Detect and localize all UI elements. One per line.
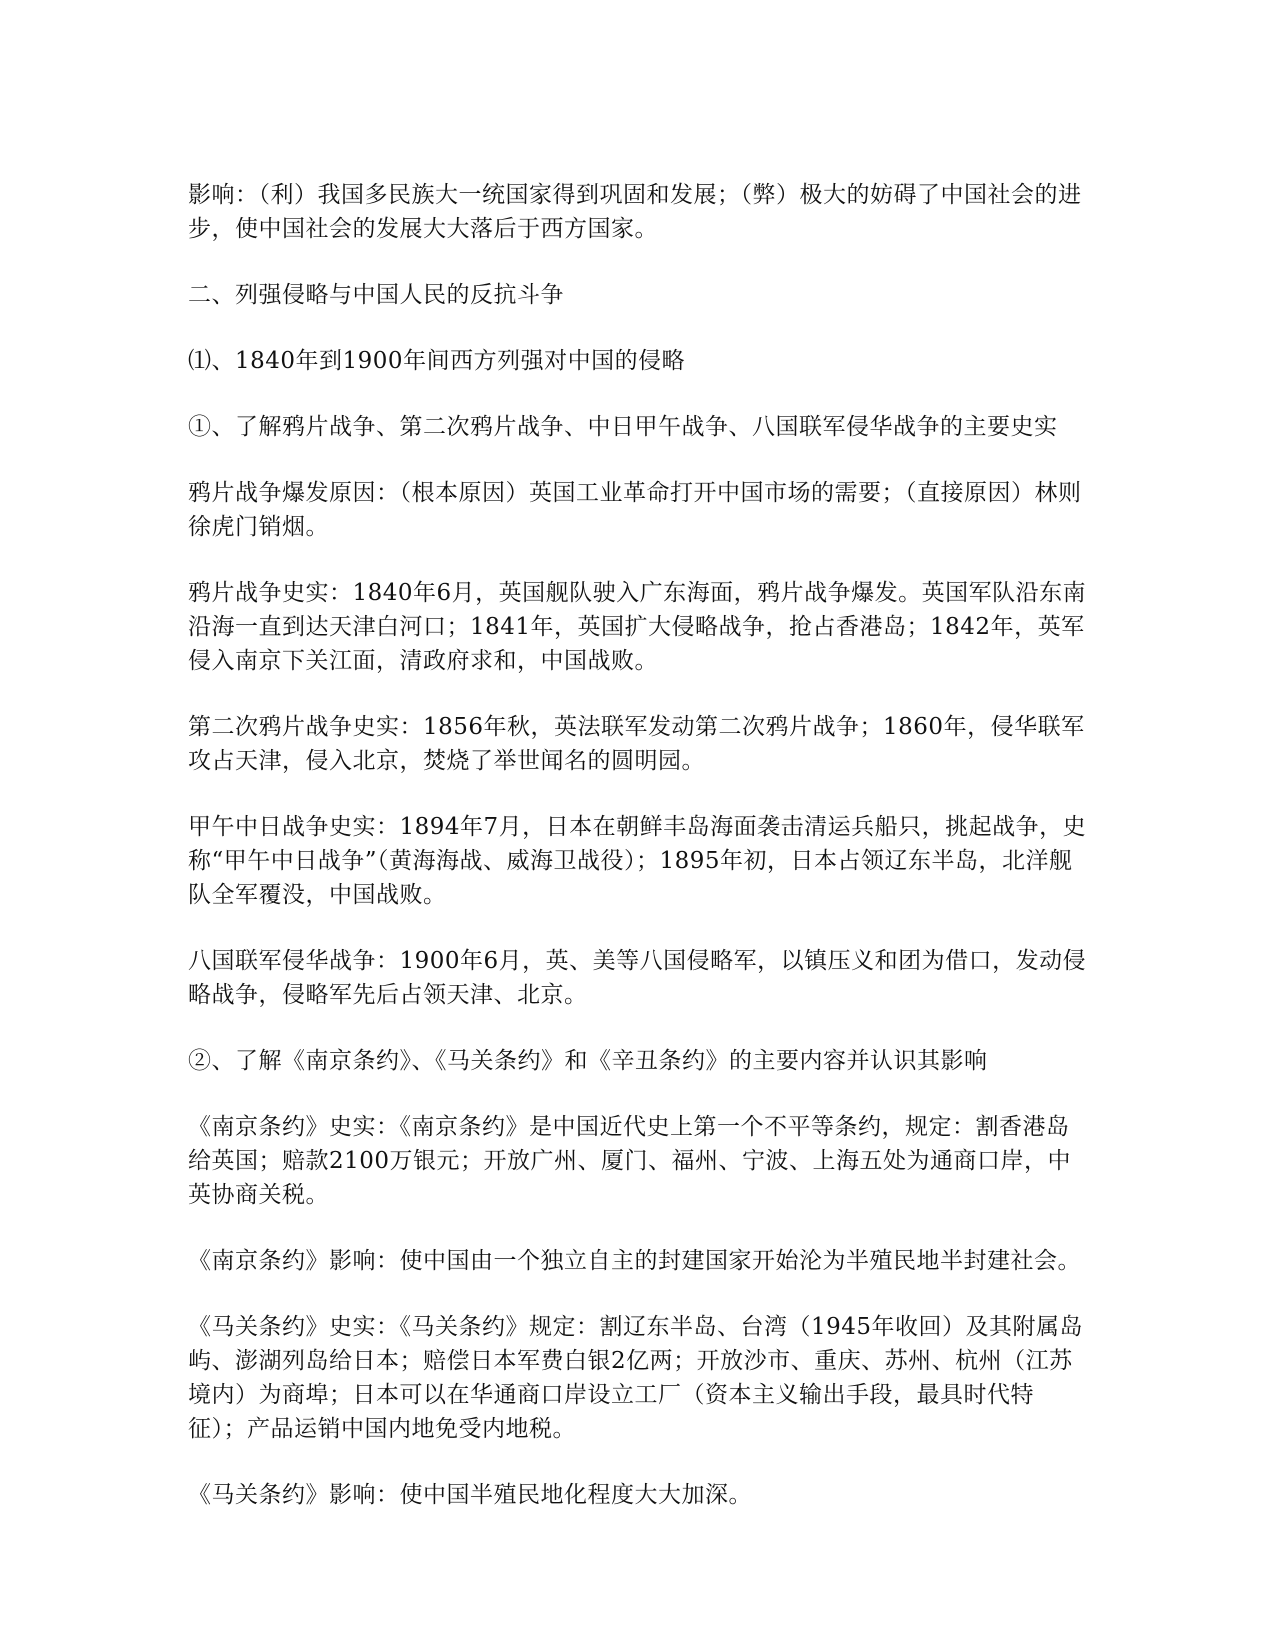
document-body xyxy=(188,178,1088,1544)
paragraph-nanjing-treaty-facts: 《南京条约》史实：《南京条约》是中国近代史上第一个不平等条约，规定：割香港岛给英国；赔款2100万银元；开放广州、厦门、福州、宁波、上海五处为通商口岸，中英协商关税。 xyxy=(188,1114,1072,1208)
section-heading: 二、列强侵略与中国人民的反抗斗争 xyxy=(188,282,564,308)
paragraph-nanjing-treaty-impact: 《南京条约》影响：使中国由一个独立自主的封建国家开始沦为半殖民地半封建社会。 xyxy=(188,1248,1081,1274)
paragraph-second-opium-war: 第二次鸦片战争史实：1856年秋，英法联军发动第二次鸦片战争；1860年，侵华联军攻占天津，侵入北京，焚烧了举世闻名的圆明园。 xyxy=(188,714,1085,774)
paragraph-opium-war-facts: 鸦片战争史实：1840年6月，英国舰队驶入广东海面，鸦片战争爆发。英国军队沿东南沿海一直到达天津白河口；1841年，英国扩大侵略战争，抢占香港岛；1842年，英军侵入南京下关江面，清政府求和，中国战败。 xyxy=(188,580,1087,674)
subsection-heading: ⑴、1840年到1900年间西方列强对中国的侵略 xyxy=(188,348,686,374)
paragraph-sino-japanese-war: 甲午中日战争史实：1894年7月，日本在朝鲜丰岛海面袭击清运兵船只，挑起战争，史称“甲午中日战争”（黄海海战、威海卫战役）；1895年初，日本占领辽东半岛，北洋舰队全军覆没，中国战败。 xyxy=(188,814,1087,908)
paragraph-eight-nation-alliance: 八国联军侵华战争：1900年6月，英、美等八国侵略军，以镇压义和团为借口，发动侵略战争，侵略军先后占领天津、北京。 xyxy=(188,948,1087,1008)
paragraph-shimonoseki-treaty-facts: 《马关条约》史实：《马关条约》规定：割辽东半岛、台湾（1945年收回）及其附属岛屿、澎湖列岛给日本；赔偿日本军费白银2亿两；开放沙市、重庆、苏州、杭州（江苏境内）为商埠；日本可以在华通商口岸设立工厂（资本主义输出手段，最具时代特征）；产品运销中国内地免受内地税。 xyxy=(188,1314,1084,1442)
paragraph-impact: 影响：（利）我国多民族大一统国家得到巩固和发展；（弊）极大的妨碍了中国社会的进步，使中国社会的发展大大落后于西方国家。 xyxy=(188,182,1082,242)
topic-heading-1: ①、了解鸦片战争、第二次鸦片战争、中日甲午战争、八国联军侵华战争的主要史实 xyxy=(188,414,1058,440)
paragraph-shimonoseki-treaty-impact: 《马关条约》影响：使中国半殖民地化程度大大加深。 xyxy=(188,1482,752,1508)
paragraph-opium-war-cause: 鸦片战争爆发原因：（根本原因）英国工业革命打开中国市场的需要；（直接原因）林则徐虎门销烟。 xyxy=(188,480,1082,540)
topic-heading-2: ②、了解《南京条约》、《马关条约》和《辛丑条约》的主要内容并认识其影响 xyxy=(188,1048,988,1074)
